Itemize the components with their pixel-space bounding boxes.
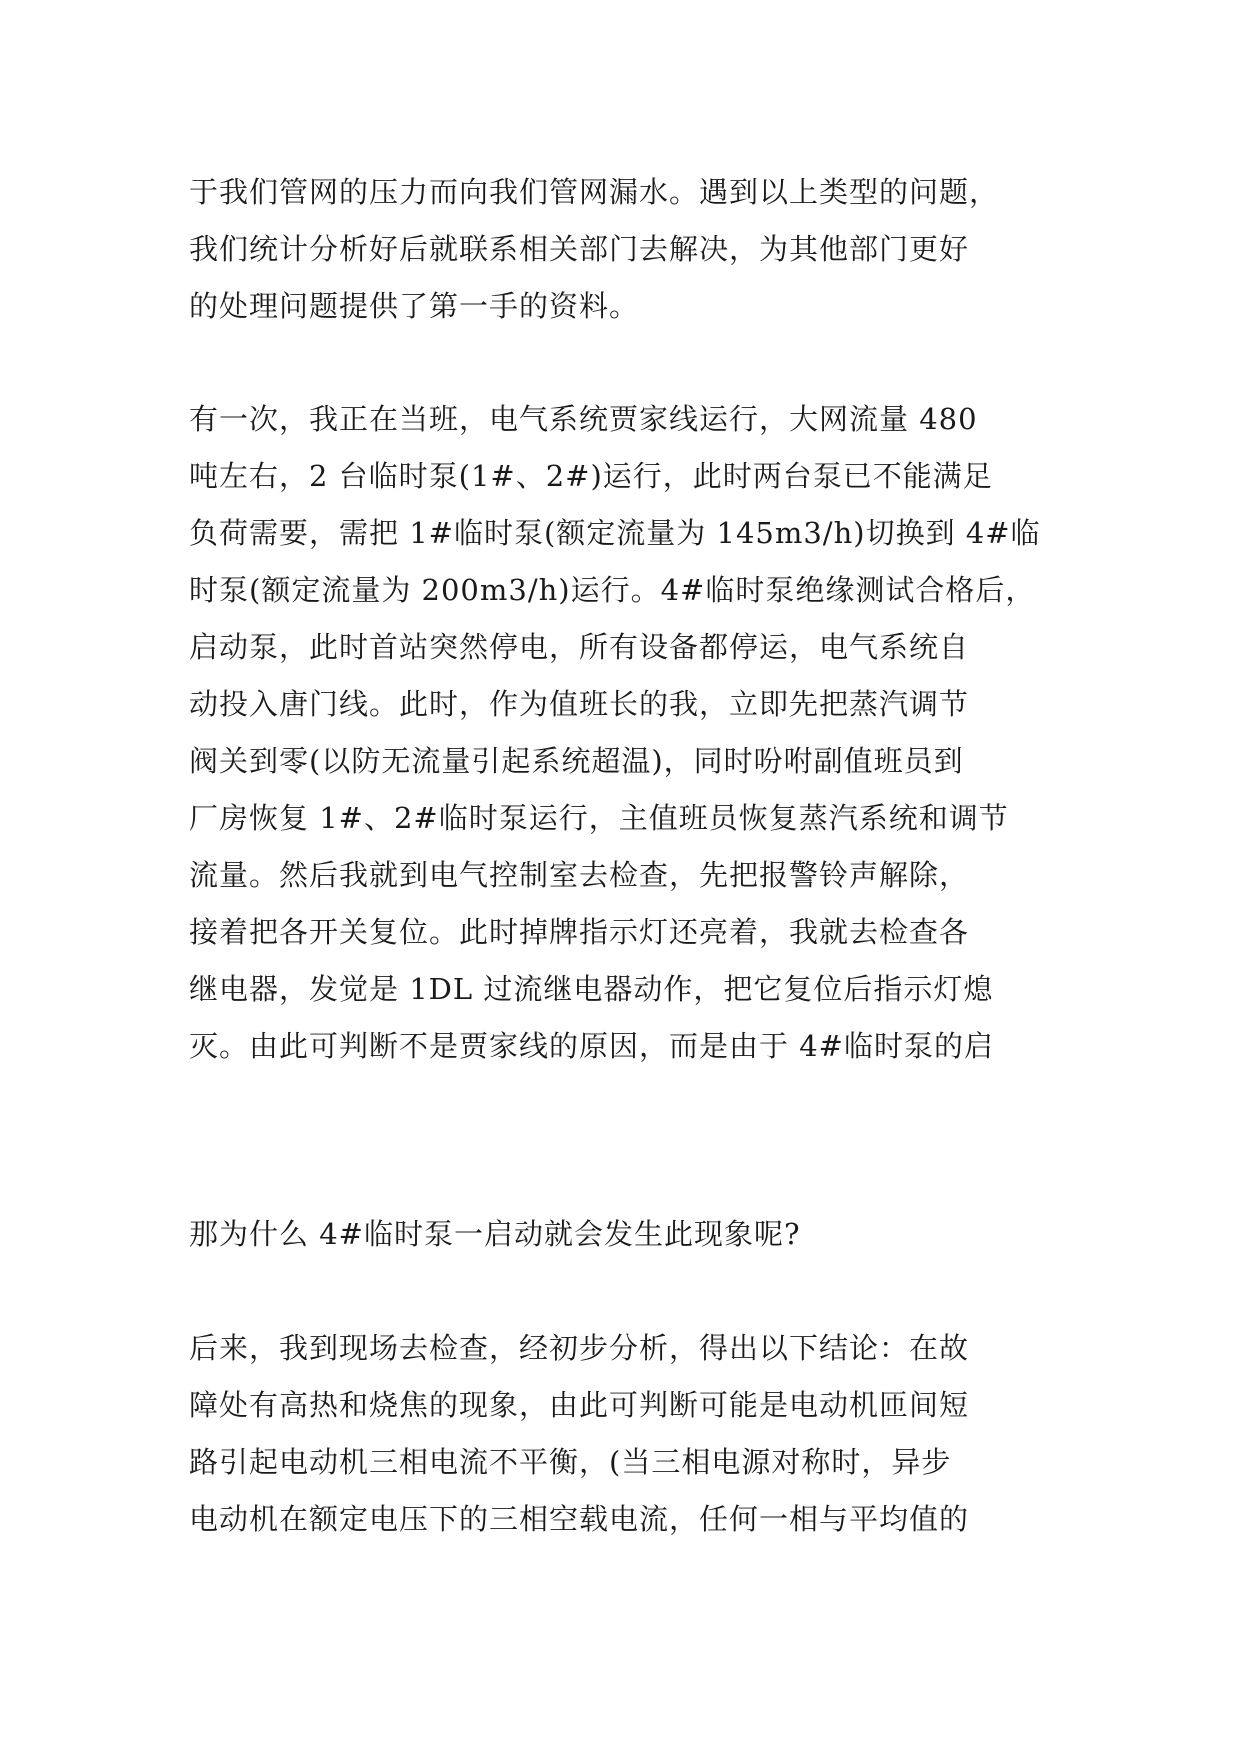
- text-line: 继电器，发觉是 1DL 过流继电器动作，把它复位后指示灯熄: [189, 972, 994, 1006]
- text-line: 后来，我到现场去检查，经初步分析，得出以下结论：在故: [189, 1331, 970, 1365]
- paragraph-analysis: [189, 1320, 1089, 1548]
- text-line: 阀关到零(以防无流量引起系统超温)，同时吩咐副值班员到: [189, 744, 964, 778]
- text-line: 启动泵，此时首站突然停电，所有设备都停运，电气系统自: [189, 630, 970, 664]
- text-line: 负荷需要，需把 1#临时泵(额定流量为 145m3/h)切换到 4#临: [189, 516, 1041, 550]
- text-line: 的处理问题提供了第一手的资料。: [189, 289, 640, 323]
- text-line: 流量。然后我就到电气控制室去检查，先把报警铃声解除，: [189, 858, 970, 892]
- text-line: 厂房恢复 1#、2#临时泵运行，主值班员恢复蒸汽系统和调节: [189, 801, 1009, 835]
- paragraph-pipe-leak: [189, 164, 1089, 335]
- text-line: 电动机在额定电压下的三相空载电流，任何一相与平均值的: [189, 1502, 970, 1536]
- paragraph-question: [189, 1206, 1089, 1263]
- text-line: 路引起电动机三相电流不平衡，(当三相电源对称时，异步: [189, 1445, 952, 1479]
- text-line: 动投入唐门线。此时，作为值班长的我，立即先把蒸汽调节: [189, 687, 970, 721]
- text-line: 接着把各开关复位。此时掉牌指示灯还亮着，我就去检查各: [189, 915, 970, 949]
- text-line: 于我们管网的压力而向我们管网漏水。遇到以上类型的问题，: [189, 175, 1000, 209]
- text-line: 有一次，我正在当班，电气系统贾家线运行，大网流量 480: [189, 402, 978, 436]
- text-line: 吨左右，2 台临时泵(1#、2#)运行，此时两台泵已不能满足: [189, 459, 993, 493]
- text-line: 障处有高热和烧焦的现象，由此可判断可能是电动机匝间短: [189, 1388, 970, 1422]
- text-line: 那为什么 4#临时泵一启动就会发生此现象呢?: [189, 1217, 801, 1251]
- text-line: 灭。由此可判断不是贾家线的原因，而是由于 4#临时泵的启: [189, 1029, 994, 1063]
- text-line: 我们统计分析好后就联系相关部门去解决，为其他部门更好: [189, 232, 970, 266]
- text-line: 时泵(额定流量为 200m3/h)运行。4#临时泵绝缘测试合格后，: [189, 573, 1036, 607]
- paragraph-incident: [189, 391, 1089, 1075]
